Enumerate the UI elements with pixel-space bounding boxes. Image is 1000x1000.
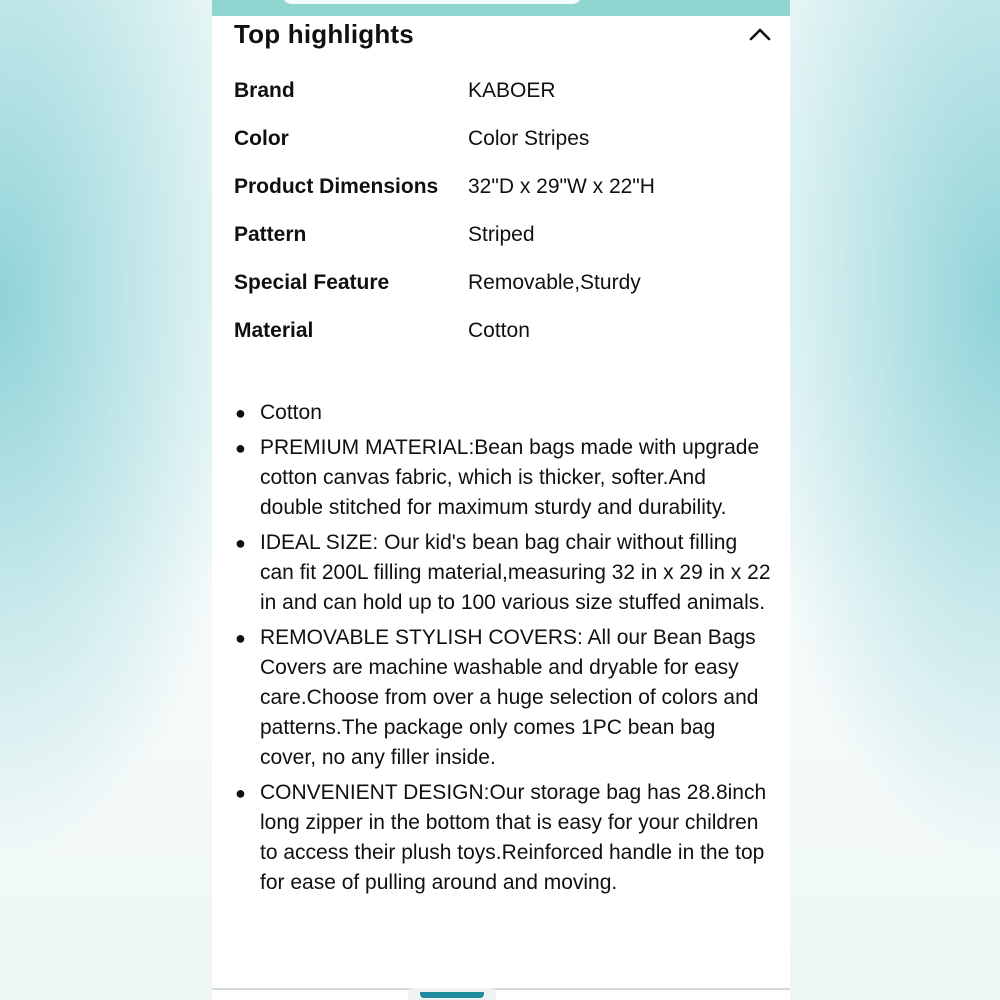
spec-key: Brand (234, 79, 295, 102)
spec-row-special-feature (234, 268, 774, 316)
bullet-dot-icon: ● (235, 438, 246, 458)
bullet-text: PREMIUM MATERIAL:Bean bags made with upgrade cotton canvas fabric, which is thicker, softer.And double stitched for maximum sturdy and durability. (260, 436, 760, 519)
bullet-dot-icon: ● (235, 783, 246, 803)
collapse-button[interactable] (746, 20, 774, 48)
product-details-panel (212, 0, 790, 1000)
spec-value: Cotton (468, 319, 530, 342)
active-tab-indicator (420, 992, 484, 998)
top-banner-strip (212, 0, 790, 16)
top-banner-bubble (282, 0, 582, 4)
chevron-up-icon (748, 26, 772, 42)
bullet-text: IDEAL SIZE: Our kid's bean bag chair without filling can fit 200L filling material,measuring 32 in x 29 in x 22 in and can hold up to 100 various size stuffed animals. (260, 531, 771, 614)
spec-value: Color Stripes (468, 127, 590, 150)
section-title: Top highlights (234, 18, 414, 49)
bottom-navigation-bar (212, 988, 790, 1000)
spec-value: Removable,Sturdy (468, 271, 641, 294)
spec-row-color (234, 124, 774, 172)
spec-key: Color (234, 127, 289, 150)
spec-row-pattern (234, 220, 774, 268)
spec-value: KABOER (468, 79, 556, 102)
spec-key: Product Dimensions (234, 175, 439, 198)
top-highlights-header[interactable] (234, 16, 774, 52)
spec-row-material (234, 316, 774, 364)
bullet-dot-icon: ● (235, 403, 246, 423)
feature-bullet-list (234, 398, 774, 903)
list-item (234, 433, 774, 523)
list-item (234, 623, 774, 773)
list-item (234, 528, 774, 618)
spec-key: Pattern (234, 223, 307, 246)
list-item (234, 398, 774, 428)
spec-key: Material (234, 319, 314, 342)
bullet-dot-icon: ● (235, 533, 246, 553)
bullet-text: Cotton (260, 401, 322, 424)
spec-row-dimensions (234, 172, 774, 220)
spec-value: Striped (468, 223, 535, 246)
spec-row-brand (234, 76, 774, 124)
bullet-dot-icon: ● (235, 628, 246, 648)
bullet-text: CONVENIENT DESIGN:Our storage bag has 28.8inch long zipper in the bottom that is easy for your children to access their plush toys.Reinforced handle in the top for ease of pulling around and moving. (260, 781, 767, 894)
spec-value: 32"D x 29"W x 22"H (468, 175, 655, 198)
spec-key: Special Feature (234, 271, 390, 294)
bullet-text: REMOVABLE STYLISH COVERS: All our Bean Bags Covers are machine washable and dryable for easy care.Choose from over a huge selection of colors and patterns.The package only comes 1PC bean bag cover, no any filler inside. (260, 626, 759, 769)
specs-table (234, 76, 774, 364)
list-item (234, 778, 774, 898)
